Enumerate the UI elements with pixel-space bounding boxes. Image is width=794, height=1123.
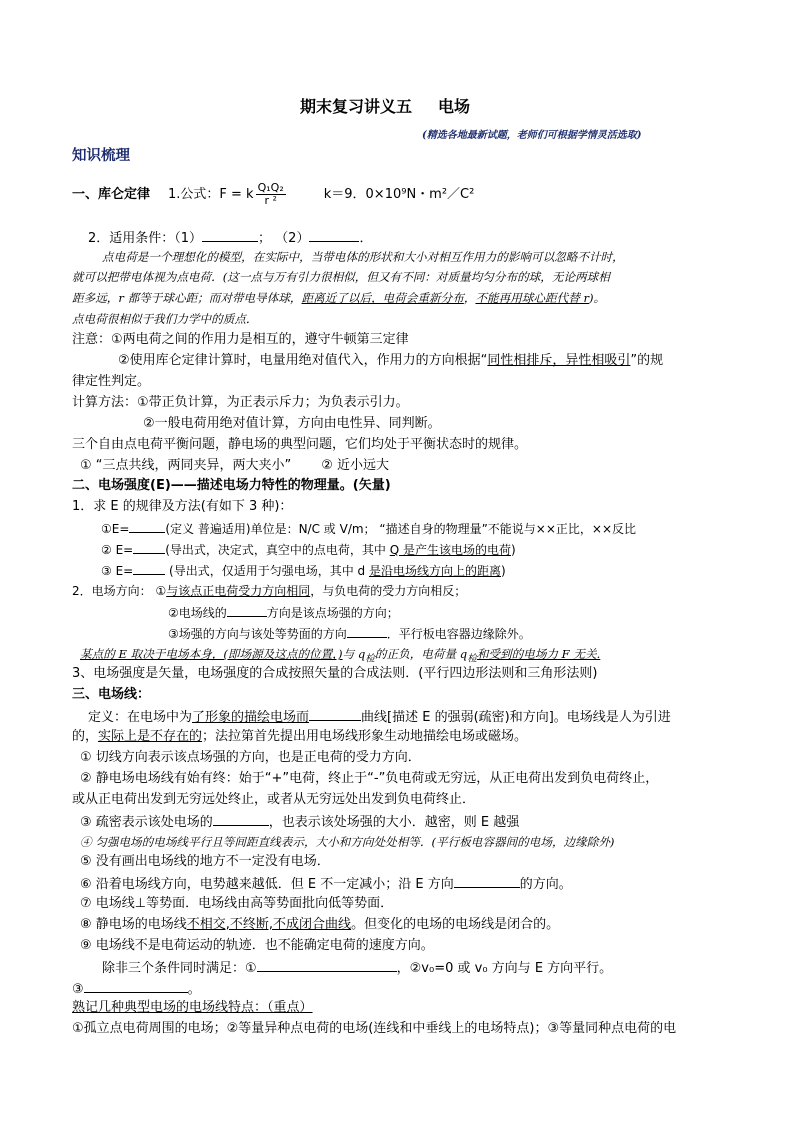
underlined-text: 某点的 E 取决于电场本身，(即场源及这点的位置，) bbox=[80, 647, 343, 661]
underlined-text: 不相交,不终断,不成闭合曲线 bbox=[186, 917, 352, 932]
text-run: ．平行板电容器边缘除外。 bbox=[386, 627, 531, 641]
underlined-text: 与该点正电荷受力方向相同 bbox=[166, 584, 311, 598]
blank bbox=[257, 958, 397, 972]
rule-1: ① “三点共线，两同夹异，两大夹小” bbox=[80, 458, 292, 473]
blank bbox=[454, 874, 520, 888]
item-9: ⑨ 电场线不是电荷运动的轨迹．也不能确定电荷的速度方向。 bbox=[80, 938, 434, 953]
text-run: ③场强的方向与该处等势面的方向 bbox=[168, 627, 347, 641]
underlined-text: 是沿电场线方向上的距离 bbox=[368, 564, 501, 578]
title-main: 期末复习讲义五 bbox=[300, 97, 413, 116]
calc-method-1: 计算方法：①带正负计算，为正表示斥力；为负表示引力。 bbox=[72, 395, 409, 410]
text-run: )。 bbox=[589, 291, 606, 305]
text-run: 除非三个条件同时满足：① bbox=[102, 961, 257, 976]
text-run: ③ bbox=[72, 982, 84, 997]
typical-fields-list: ①孤立点电荷周围的电场；②等量异种点电荷的电场(连线和中垂线上的电场特点)；③等量同种点电荷的电 bbox=[72, 1021, 677, 1036]
blank bbox=[129, 519, 165, 533]
note-2 bbox=[118, 352, 663, 370]
point-charge-p1: 点电荷是一个理想化的模型，在实际中，当带电体的形状和大小对相互作用力的影响可以忽略不计时， bbox=[102, 250, 624, 264]
underlined-text: （重点） bbox=[267, 1000, 313, 1015]
item-3 bbox=[80, 812, 519, 832]
conditions-line-2 bbox=[72, 979, 201, 999]
text-run: 曲线[描述 E 的强弱(疏密)和方向]。电场线是人为引进 bbox=[361, 710, 671, 725]
text-run: ⑥ 沿着电场线方向，电势越来越低．但 E 不一定减小；沿 E 方向 bbox=[80, 877, 454, 892]
text-run: ⑧ 静电场的电场线 bbox=[80, 917, 187, 932]
item-5: ⑤ 没有画出电场线的地方不一定没有电场． bbox=[80, 854, 330, 869]
item-2: ② 静电场电场线有始有终：始于“+”电荷，终止于“-”负电荷或无穷远，从正电荷出发到负电荷终止， bbox=[80, 771, 659, 786]
method-1 bbox=[101, 519, 636, 538]
underlined-text: 了形象的描绘电场而 bbox=[192, 710, 310, 725]
three-charge-balance: 三个自由点电荷平衡问题，静电场的典型问题，它们均处于平衡状态时的规律。 bbox=[72, 437, 528, 452]
subscript: 检 bbox=[365, 653, 375, 665]
text-run: ②使用库仑定律计算时，电量用绝对值代入，作用力的方向根据“ bbox=[118, 353, 488, 368]
text-run: 的， bbox=[72, 729, 99, 744]
point-charge-p3 bbox=[72, 289, 605, 307]
underlined-text: 实际上是不存在的 bbox=[98, 729, 203, 744]
methods-heading: 1．求 E 的规律及方法(有如下 3 种)： bbox=[72, 499, 293, 514]
page-title bbox=[300, 94, 470, 117]
conditions-separator: ； （2） bbox=[258, 231, 310, 246]
item-7: ⑦ 电场线⊥等势面．电场线由高等势面批向低等势面． bbox=[80, 896, 394, 911]
item-2-cont: 或从正电荷出发到无穷远处终止，或者从无穷远处出发到负电荷终止． bbox=[72, 792, 476, 807]
text-run: ”的规 bbox=[630, 353, 664, 368]
text-run: (导出式，仅适用于匀强电场，其中 d bbox=[165, 564, 369, 578]
formula-label: 1.公式：F = k bbox=[168, 187, 254, 202]
blank bbox=[202, 228, 258, 242]
text-run: 定义：在电场中为 bbox=[88, 710, 193, 725]
text-run: (导出式，决定式，真空中的点电荷，其中 bbox=[165, 543, 390, 557]
text-run: 方向是该点场强的方向； bbox=[266, 606, 399, 620]
blank bbox=[309, 228, 359, 242]
coulomb-law-line bbox=[72, 182, 474, 207]
text-run: 的方向。 bbox=[519, 877, 572, 892]
text-run: 2．电场方向： ① bbox=[72, 584, 167, 598]
blank bbox=[133, 561, 165, 575]
text-run: ) bbox=[500, 564, 506, 578]
text-run: 与 q bbox=[342, 647, 366, 661]
text-run: ；法拉第首先提出用电场线形象生动地描绘电场或磁场。 bbox=[202, 729, 528, 744]
blank bbox=[133, 540, 165, 554]
note-3: 律定性判定。 bbox=[72, 374, 151, 389]
field-strength-heading: 二、电场强度(E)——描述电场力特性的物理量。(矢量) bbox=[72, 478, 391, 493]
text-run: (定义 普遍适用)单位是：N/C 或 V/m； “描述自身的物理量”不能说与××正比，××反比 bbox=[165, 522, 637, 536]
text-run: ，与负电荷的受力方向相反； bbox=[310, 584, 467, 598]
point-charge-p2: 就可以把带电体视为点电荷．(这一点与万有引力很相似，但又有不同：对质量均匀分布的球，无论两球相 bbox=[72, 270, 610, 284]
text-run: ，②v₀=0 或 v₀ 方向与 E 方向平行。 bbox=[396, 961, 613, 976]
page-subtitle: (精选各地最新试题，老师们可根据学情灵活选取) bbox=[422, 130, 642, 141]
underlined-text: 和受到的电场力 F 无关. bbox=[476, 647, 601, 661]
text-run: 的正负，电荷量 q bbox=[374, 647, 468, 661]
text-run: ② E= bbox=[101, 543, 134, 557]
section-heading: 知识梳理 bbox=[72, 148, 130, 164]
note-1: 注意：①两电荷之间的作用力是相互的，遵守牛顿第三定律 bbox=[72, 332, 409, 347]
text-run: ①E= bbox=[101, 522, 130, 536]
underlined-text: 熟记几种典型电场的电场线特点： bbox=[72, 1000, 268, 1015]
text-run: 距多远，r 都等于球心距；而对带电导体球， bbox=[72, 291, 302, 305]
direction-3 bbox=[168, 624, 531, 643]
direction-2 bbox=[168, 603, 399, 622]
text-run: ，也表示该处场强的大小．越密，则 E 越强 bbox=[268, 815, 520, 830]
subscript: 检 bbox=[467, 653, 477, 665]
method-2 bbox=[101, 540, 516, 559]
blank bbox=[347, 624, 387, 638]
underlined-text: 同性相排斥，异性相吸引 bbox=[487, 353, 631, 368]
field-lines-heading: 三、电场线： bbox=[72, 687, 151, 702]
calc-method-2: ②一般电荷用绝对值计算，方向由电性异、同判断。 bbox=[143, 416, 441, 431]
text-run: ③ E= bbox=[101, 564, 134, 578]
fraction-numerator: Q₁Q₂ bbox=[257, 181, 284, 194]
underlined-text: Q 是产生该电场的电荷 bbox=[389, 543, 511, 557]
definition-line-2 bbox=[72, 728, 527, 746]
direction-1 bbox=[72, 582, 466, 600]
text-run: 。 bbox=[187, 982, 201, 997]
k-constant: k＝9．0×10⁹N・m²／C² bbox=[323, 187, 475, 202]
text-run: ②电场线的 bbox=[168, 606, 227, 620]
text-run: ， bbox=[463, 291, 476, 305]
coulomb-fraction bbox=[256, 182, 286, 207]
conditions-end: ． bbox=[359, 231, 373, 246]
item-8 bbox=[80, 916, 559, 934]
item-4: ④ 匀强电场的电场线平行且等间距直线表示，大小和方向处处相等．(平行板电容器间的电场，边缘除外) bbox=[80, 835, 615, 849]
conditions-label: 2．适用条件：（1） bbox=[88, 231, 203, 246]
method-3 bbox=[101, 561, 506, 580]
blank bbox=[309, 707, 361, 721]
item-6 bbox=[80, 874, 572, 894]
fraction-denominator: r ² bbox=[264, 194, 277, 207]
underlined-text: 距离近了以后，电荷会重新分布 bbox=[301, 291, 464, 305]
conditions-line-1 bbox=[102, 958, 612, 978]
applicable-conditions bbox=[88, 228, 372, 248]
item-1: ① 切线方向表示该点场强的方向，也是正电荷的受力方向． bbox=[80, 750, 421, 765]
title-topic: 电场 bbox=[438, 97, 471, 116]
blank bbox=[213, 812, 269, 826]
balance-rules bbox=[80, 457, 389, 475]
underlined-text: 不能再用球心距代替 r bbox=[475, 291, 590, 305]
rule-2: ② 近小远大 bbox=[321, 458, 390, 473]
blank bbox=[227, 603, 267, 617]
text-run: ③ 疏密表示该处电场的 bbox=[80, 815, 213, 830]
text-run: ) bbox=[510, 543, 516, 557]
blank bbox=[84, 979, 188, 993]
point-charge-p4: 点电荷很相似于我们力学中的质点． bbox=[72, 312, 258, 326]
text-run: 。但变化的电场的电场线是闭合的。 bbox=[351, 917, 560, 932]
typical-fields-heading bbox=[72, 999, 313, 1017]
definition-line-1 bbox=[88, 707, 671, 727]
vector-rule: 3、电场强度是矢量，电场强度的合成按照矢量的合成法则．(平行四边形法则和三角形法则) bbox=[72, 666, 598, 681]
coulomb-heading: 一、库仑定律 bbox=[72, 187, 151, 202]
